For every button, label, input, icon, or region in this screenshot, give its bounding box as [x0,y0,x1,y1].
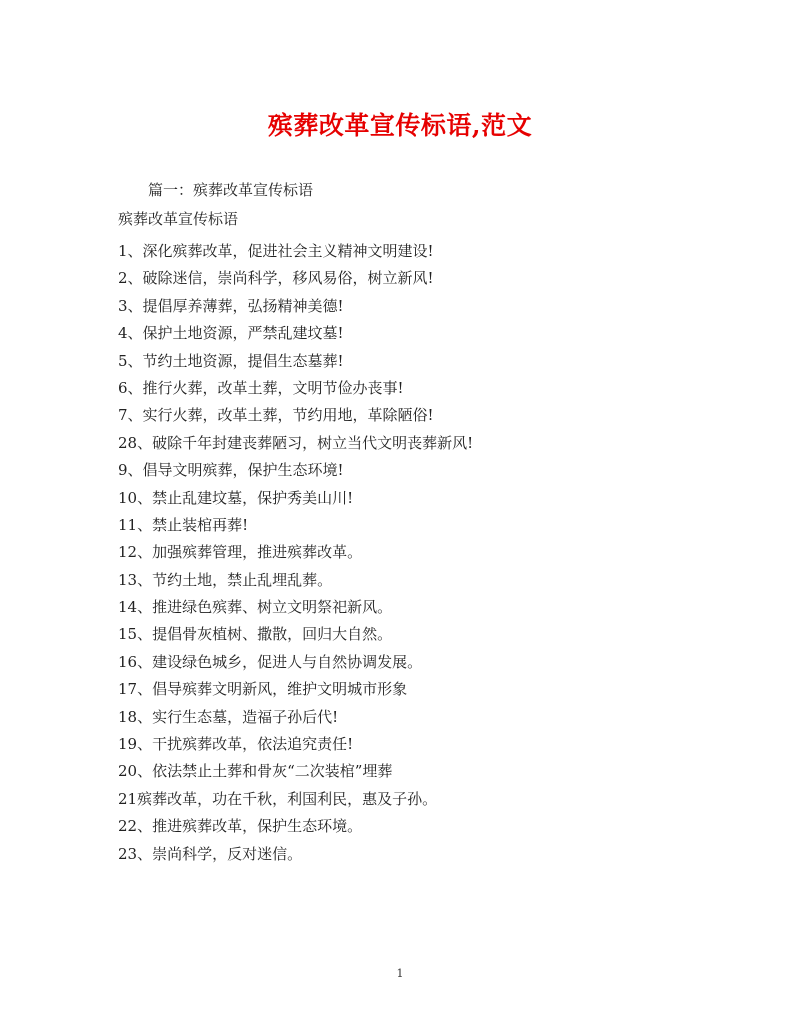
slogan-item: 2、破除迷信，崇尚科学，移风易俗，树立新风! [118,269,434,288]
slogan-item: 17、倡导殡葬文明新风，维护文明城市形象 [118,680,408,699]
section-subtitle: 篇一：殡葬改革宣传标语 [148,181,314,199]
slogan-item: 5、节约土地资源，提倡生态墓葬! [118,351,344,370]
slogan-item: 22、推进殡葬改革，保护生态环境。 [118,817,363,836]
slogan-item: 23、崇尚科学，反对迷信。 [118,844,303,863]
section-heading: 殡葬改革宣传标语 [118,210,239,228]
slogan-list [118,238,718,868]
slogan-item: 28、破除千年封建丧葬陋习，树立当代文明丧葬新风! [118,433,474,452]
slogan-item: 11、禁止装棺再葬! [118,515,249,534]
slogan-item: 4、保护土地资源，严禁乱建坟墓! [118,324,344,343]
slogan-item: 15、提倡骨灰植树、撒散，回归大自然。 [118,625,393,644]
slogan-item: 13、节约土地，禁止乱埋乱葬。 [118,570,333,589]
slogan-item: 7、实行火葬，改革土葬，节约用地，革除陋俗! [118,406,434,425]
slogan-item: 19、干扰殡葬改革，依法追究责任! [118,735,354,754]
slogan-item: 3、提倡厚养薄葬，弘扬精神美德! [118,296,344,315]
slogan-item: 10、禁止乱建坟墓，保护秀美山川! [118,488,354,507]
slogan-item: 16、建设绿色城乡，促进人与自然协调发展。 [118,652,423,671]
page-number: 1 [396,967,404,980]
slogan-item: 21殡葬改革，功在千秋，利国利民，惠及子孙。 [118,789,438,808]
slogan-item: 9、倡导文明殡葬，保护生态环境! [118,461,344,480]
slogan-item: 18、实行生态墓，造福子孙后代! [118,707,339,726]
slogan-item: 1、深化殡葬改革，促进社会主义精神文明建设! [118,242,434,260]
slogan-item: 12、加强殡葬管理，推进殡葬改革。 [118,543,363,562]
slogan-item: 14、推进绿色殡葬、树立文明祭祀新风。 [118,598,393,617]
document-title: 殡葬改革宣传标语,范文 [267,111,533,140]
slogan-item: 6、推行火葬，改革土葬，文明节俭办丧事! [118,378,404,397]
slogan-item: 20、依法禁止土葬和骨灰“二次装棺”埋葬 [118,762,393,781]
